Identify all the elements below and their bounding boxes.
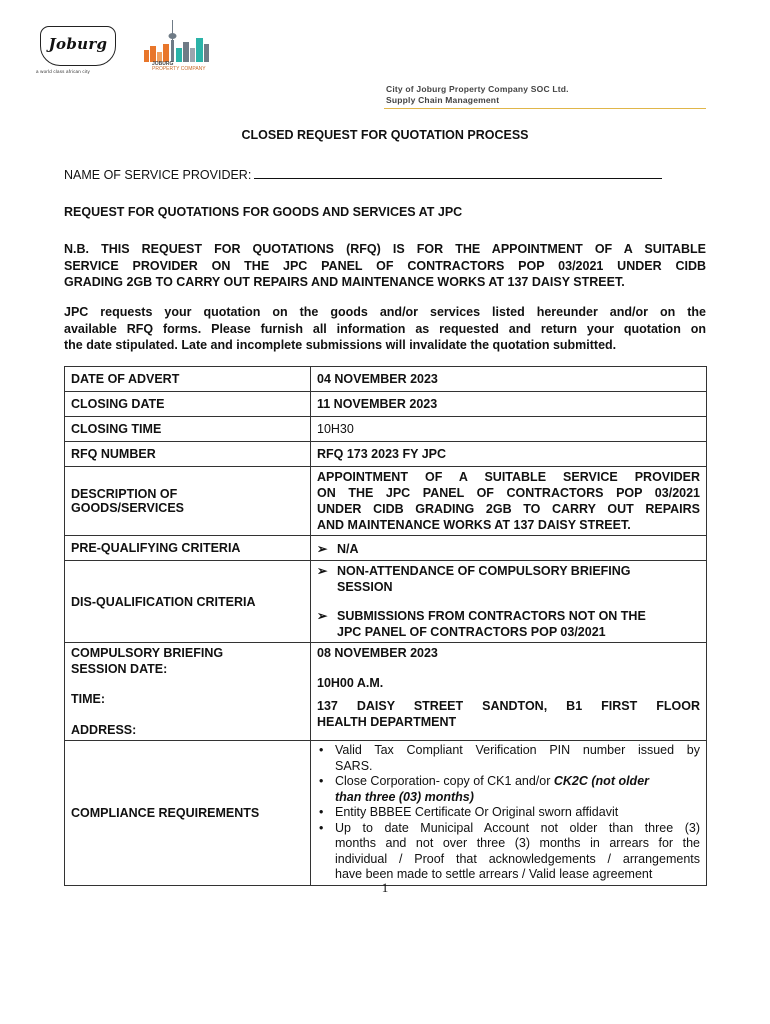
closing-time-label: CLOSING TIME	[65, 417, 311, 442]
page-number: 1	[381, 880, 389, 895]
joburg-tagline: a world class african city	[36, 69, 90, 74]
joburg-logo-text: Joburg	[48, 35, 108, 53]
closing-date-label: CLOSING DATE	[65, 392, 311, 417]
address-line: HEALTH DEPARTMENT	[317, 715, 457, 729]
compliance-text: SARS.	[335, 758, 373, 773]
intro-line: available RFQ forms. Please furnish all information as requested and return your quotation on	[64, 321, 706, 336]
list-item	[317, 821, 700, 883]
compliance-value	[311, 741, 707, 886]
intro-line: the date stipulated. Late and incomplete submissions will invalidate the quotation submitted.	[64, 338, 617, 352]
arrow-bullet-icon: ➢	[317, 541, 328, 556]
table-row	[65, 536, 707, 561]
description-line: UNDER CIDB GRADING 2GB TO CARRY OUT REPAIRS	[317, 502, 700, 516]
arrow-bullet-icon: ➢	[317, 564, 328, 578]
disqualification-text: SESSION	[337, 580, 393, 594]
table-row	[65, 417, 707, 442]
compliance-text: months and not over three (3) months in arrears for the	[335, 836, 700, 850]
intro-line: JPC requests your quotation on the goods and/or services listed hereunder and/or on the	[64, 305, 706, 319]
compliance-text: • Up to date Municipal Account not older than three (3)	[335, 820, 700, 835]
list-item	[317, 743, 700, 774]
table-row	[65, 442, 707, 467]
description-value	[311, 467, 707, 536]
arrow-bullet-icon: ➢	[317, 609, 328, 623]
disqualification-text: SUBMISSIONS FROM CONTRACTORS NOT ON THE	[337, 609, 646, 623]
compliance-emphasis: than three (03) months)	[335, 789, 474, 804]
intro-paragraph	[64, 304, 706, 354]
disqualification-text: JPC PANEL OF CONTRACTORS POP 03/2021	[337, 625, 606, 639]
disqualification-item	[317, 563, 700, 579]
disqualification-text: NON-ATTENDANCE OF COMPULSORY BRIEFING	[337, 564, 631, 578]
nb-line: N.B. THIS REQUEST FOR QUOTATIONS (RFQ) IS FOR THE APPOINTMENT OF A SUITABLE	[64, 242, 706, 256]
compliance-text: Close Corporation- copy of CK1 and/or	[335, 774, 551, 788]
closing-date-value: 11 NOVEMBER 2023	[311, 392, 707, 417]
advert-date-label: DATE OF ADVERT	[65, 367, 311, 392]
compliance-text: • Valid Tax Compliant Verification PIN number issued by	[335, 743, 700, 757]
compliance-text: Entity BBBEE Certificate Or Original sworn affidavit	[335, 805, 619, 819]
table-row	[65, 367, 707, 392]
briefing-label-line: COMPULSORY BRIEFING	[71, 646, 224, 660]
page-title: CLOSED REQUEST FOR QUOTATION PROCESS	[241, 128, 529, 142]
table-row	[65, 392, 707, 417]
prequalifying-label: PRE-QUALIFYING CRITERIA	[65, 536, 311, 561]
address-label: ADDRESS:	[71, 723, 137, 737]
briefing-value	[311, 643, 707, 741]
description-line: APPOINTMENT OF A SUITABLE SERVICE PROVIDER	[317, 470, 700, 484]
subheading: REQUEST FOR QUOTATIONS FOR GOODS AND SERVICES AT JPC	[64, 205, 463, 219]
briefing-date-value: 08 NOVEMBER 2023	[317, 646, 438, 660]
service-provider-label: NAME OF SERVICE PROVIDER:	[64, 168, 252, 182]
description-label-line: GOODS/SERVICES	[71, 501, 184, 515]
prequalifying-value	[311, 536, 707, 561]
service-provider-blank	[254, 167, 662, 179]
description-label-line: DESCRIPTION OF	[71, 487, 178, 501]
company-name: City of Joburg Property Company SOC Ltd.	[386, 84, 569, 94]
table-row	[65, 643, 707, 741]
table-row	[65, 561, 707, 643]
joburg-logo	[40, 26, 116, 66]
department-name: Supply Chain Management	[386, 95, 500, 105]
table-row	[65, 741, 707, 886]
time-label: TIME:	[71, 692, 106, 706]
compliance-text: individual / Proof that acknowledgements / arrangements	[335, 851, 700, 866]
description-line: AND MAINTENANCE WORKS AT 137 DAISY STREET.	[317, 518, 631, 532]
description-label	[65, 467, 311, 536]
briefing-label-line: SESSION DATE:	[71, 662, 168, 676]
service-provider-line	[64, 167, 662, 182]
rfq-details-table	[64, 366, 707, 886]
rfq-number-value: RFQ 173 2023 FY JPC	[311, 442, 707, 467]
address-line: 137 DAISY STREET SANDTON, B1 FIRST FLOOR	[317, 699, 700, 713]
jpc-logo-name: JOBURG	[152, 61, 174, 67]
nb-paragraph	[64, 241, 706, 291]
closing-time-value: 10H30	[311, 417, 707, 442]
briefing-time-value: 10H00 A.M.	[317, 676, 384, 690]
disqualification-value	[311, 561, 707, 643]
compliance-text: have been made to settle arrears / Valid lease agreement	[335, 867, 653, 881]
rfq-number-label: RFQ NUMBER	[65, 442, 311, 467]
briefing-label	[65, 643, 311, 741]
disqualification-item	[317, 608, 700, 624]
advert-date-value: 04 NOVEMBER 2023	[311, 367, 707, 392]
nb-line: GRADING 2GB TO CARRY OUT REPAIRS AND MAINTENANCE WORKS AT 137 DAISY STREET.	[64, 275, 625, 289]
list-item	[317, 805, 700, 821]
description-line: ON THE JPC PANEL OF CONTRACTORS POP 03/2021	[317, 486, 700, 500]
nb-line: SERVICE PROVIDER ON THE JPC PANEL OF CONTRACTORS POP 03/2021 UNDER CIDB	[64, 258, 706, 273]
jpc-logo-subname: PROPERTY COMPANY	[152, 66, 206, 72]
header-rule	[384, 108, 706, 109]
table-row	[65, 467, 707, 536]
list-item	[317, 774, 700, 805]
disqualification-label: DIS-QUALIFICATION CRITERIA	[65, 561, 311, 643]
compliance-emphasis: CK2C (not older	[553, 774, 650, 788]
prequalifying-text: N/A	[337, 541, 359, 556]
compliance-label: COMPLIANCE REQUIREMENTS	[65, 741, 311, 886]
